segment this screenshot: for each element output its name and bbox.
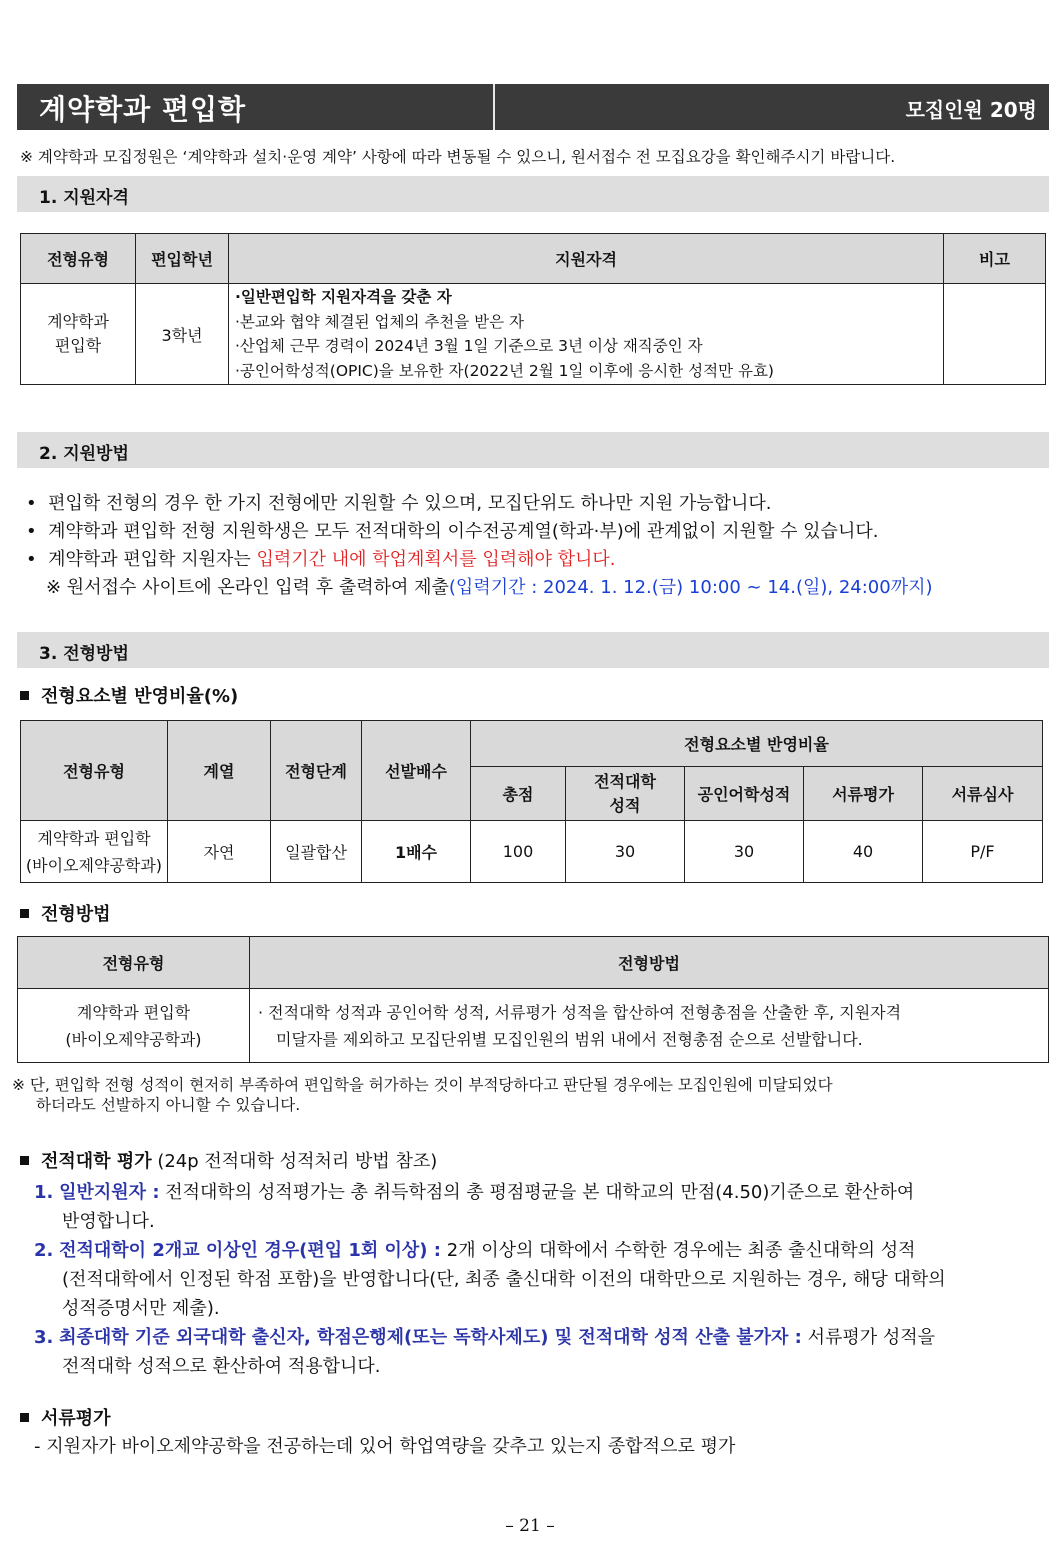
qual-item: ·산업체 근무 경력이 2024년 3월 1일 기준으로 3년 이상 재직중인 자 (235, 337, 703, 355)
item-number: 3. (34, 1327, 54, 1348)
method-header-type: 전형유형 (18, 937, 250, 989)
item-text: 성적증명서만 제출). (62, 1298, 220, 1319)
prev-eval-heading (20, 1147, 437, 1173)
square-bullet-icon (20, 691, 29, 700)
ratio-header-total: 총점 (471, 767, 566, 821)
section-1-header (17, 176, 1049, 212)
quota-note: ※ 계약학과 모집정원은 ‘계약학과 설치·운영 계약’ 사항에 따라 변동될 수 있으니, 원서접수 전 모집요강을 확인해주시기 바랍니다. (20, 148, 896, 166)
item-head: 최종대학 기준 외국대학 출신자, 학점은행제(또는 독학사제도) 및 전적대학 성적 산출 불가자 : (59, 1327, 802, 1348)
doc-eval-title: 서류평가 (41, 1408, 111, 1429)
qual-header-qual: 지원자격 (229, 234, 944, 284)
ratio-header-stage: 전형단계 (271, 721, 362, 821)
ratio-doc-review-cell: P/F (923, 821, 1043, 883)
sub-note: ※ 원서접수 사이트에 온라인 입력 후 출력하여 제출 (46, 577, 449, 598)
page-number: – 21 – (505, 1516, 555, 1536)
square-bullet-icon (20, 909, 29, 918)
item-number: 2. (34, 1240, 54, 1261)
qual-header-remark: 비고 (944, 234, 1046, 284)
qual-header-year: 편입학년 (136, 234, 229, 284)
qualification-table (20, 233, 1046, 385)
ratio-header-group: 전형요소별 반영비율 (471, 721, 1043, 767)
qual-year-cell: 3학년 (136, 284, 229, 385)
bullet-text: 계약학과 편입학 지원자는 (48, 549, 257, 570)
item-text: 2개 이상의 대학에서 수학한 경우에는 최종 출신대학의 성적 (441, 1240, 916, 1261)
selection-footnote (12, 1075, 833, 1115)
footnote-line: 하더라도 선발하지 아니할 수 있습니다. (36, 1096, 301, 1114)
prev-eval-title: 전적대학 평가 (41, 1151, 152, 1172)
item-text: 전적대학의 성적평가는 총 취득학점의 총 평점평균을 본 대학교의 만점(4.50)기준으로 환산하여 (159, 1182, 915, 1203)
title-bar-left (17, 84, 495, 130)
quota-label: 모집인원 20명 (905, 98, 1037, 122)
method-line: 미달자를 제외하고 모집단위별 모집인원의 범위 내에서 전형총점 순으로 선발합니다. (276, 1029, 863, 1049)
title-bar (17, 84, 1049, 130)
item-number: 1. (34, 1182, 54, 1203)
qual-list-cell (229, 284, 944, 385)
section-2-title: 2. 지원방법 (39, 444, 129, 464)
doc-eval-text: - 지원자가 바이오제약공학을 전공하는데 있어 학업역량을 갖추고 있는지 종합적으로 평가 (34, 1436, 736, 1457)
ratio-type-cell: 계약학과 편입학 (바이오제약공학과) (21, 821, 168, 883)
item-head: 전적대학이 2개교 이상인 경우(편입 1회 이상) : (59, 1240, 442, 1261)
method-type-cell: 계약학과 편입학 (바이오제약공학과) (18, 989, 250, 1063)
ratio-header-multiple: 선발배수 (362, 721, 471, 821)
section-2-header (17, 432, 1049, 468)
item-text: 전적대학 성적으로 환산하여 적용합니다. (62, 1356, 381, 1377)
section-1-title: 1. 지원자격 (39, 188, 129, 208)
ratio-multiple-cell: 1배수 (362, 821, 471, 883)
item-head: 일반지원자 : (59, 1182, 160, 1203)
method-desc-cell (250, 989, 1049, 1063)
ratio-school-cell: 30 (566, 821, 685, 883)
section-3-title: 3. 전형방법 (39, 644, 129, 664)
list-item (26, 574, 1050, 602)
list-item: • 계약학과 편입학 지원자는 입력기간 내에 학업계획서를 입력해야 합니다. (26, 549, 616, 570)
method-line: · 전적대학 성적과 공인어학 성적, 서류평가 성적을 합산하여 전형총점을 산출한 후, 지원자격 (258, 1002, 902, 1022)
list-item (34, 1236, 1050, 1323)
square-bullet-icon (20, 1413, 29, 1422)
ratio-subheading (20, 682, 238, 708)
doc-eval-heading (20, 1404, 111, 1430)
ratio-total-cell: 100 (471, 821, 566, 883)
ratio-table (20, 720, 1043, 883)
section-3-header (17, 632, 1049, 668)
ratio-header-school: 전적대학 성적 (566, 767, 685, 821)
ratio-stage-cell: 일괄합산 (271, 821, 362, 883)
ratio-doc-eval-cell: 40 (804, 821, 923, 883)
qual-type-cell: 계약학과 편입학 (21, 284, 136, 385)
apply-method-list (26, 490, 1050, 602)
footnote-line: ※ 단, 편입학 전형 성적이 현저히 부족하여 편입학을 허가하는 것이 부적당하다고 판단될 경우에는 모집인원에 미달되었다 (12, 1076, 833, 1094)
qual-item: ·본교와 협약 체결된 업체의 추천을 받은 자 (235, 312, 525, 331)
list-item: • 편입학 전형의 경우 한 가지 전형에만 지원할 수 있으며, 모집단위도 하나만 지원 가능합니다. (26, 493, 772, 514)
input-period: (입력기간 : 2024. 1. 12.(금) 10:00 ~ 14.(일), 24:00까지) (448, 577, 933, 598)
ratio-header-lang: 공인어학성적 (685, 767, 804, 821)
page-title: 계약학과 편입학 (39, 93, 247, 126)
item-text: 반영합니다. (62, 1211, 155, 1232)
ratio-subheading-text: 전형요소별 반영비율(%) (41, 686, 239, 707)
ratio-field-cell: 자연 (168, 821, 271, 883)
ratio-header-type: 전형유형 (21, 721, 168, 821)
deadline-warning: 입력기간 내에 학업계획서를 입력해야 합니다. (256, 549, 616, 570)
qual-item: ·공인어학성적(OPIC)을 보유한 자(2022년 2월 1일 이후에 응시한 성적만 유효) (235, 361, 774, 380)
list-item: • 계약학과 편입학 전형 지원학생은 모두 전적대학의 이수전공계열(학과·부)에 관계없이 지원할 수 있습니다. (26, 521, 879, 542)
qual-item: ·일반편입학 지원자격을 갖춘 자 (235, 288, 452, 306)
square-bullet-icon (20, 1156, 29, 1165)
item-text: 서류평가 성적을 (801, 1327, 936, 1348)
bullet-text: 편입학 전형의 경우 한 가지 전형에만 지원할 수 있으며, 모집단위도 하나만 지원 가능합니다. (48, 493, 772, 514)
bullet-text: 계약학과 편입학 전형 지원학생은 모두 전적대학의 이수전공계열(학과·부)에 관계없이 지원할 수 있습니다. (48, 521, 879, 542)
prev-eval-ref: (24p 전적대학 성적처리 방법 참조) (151, 1151, 438, 1172)
ratio-header-field: 계열 (168, 721, 271, 821)
method-subheading (20, 900, 111, 926)
method-subheading-text: 전형방법 (41, 904, 111, 925)
list-item (34, 1178, 1050, 1236)
list-item (34, 1323, 1050, 1381)
method-table (17, 936, 1049, 1063)
ratio-header-doc-review: 서류심사 (923, 767, 1043, 821)
item-text: (전적대학에서 인정된 학점 포함)을 반영합니다(단, 최종 출신대학 이전의 대학만으로 지원하는 경우, 해당 대학의 (62, 1269, 946, 1290)
prev-eval-list (34, 1178, 1050, 1381)
qual-remark-cell (944, 284, 1046, 385)
qual-header-type: 전형유형 (21, 234, 136, 284)
method-header-method: 전형방법 (250, 937, 1049, 989)
ratio-header-doc-eval: 서류평가 (804, 767, 923, 821)
ratio-lang-cell: 30 (685, 821, 804, 883)
